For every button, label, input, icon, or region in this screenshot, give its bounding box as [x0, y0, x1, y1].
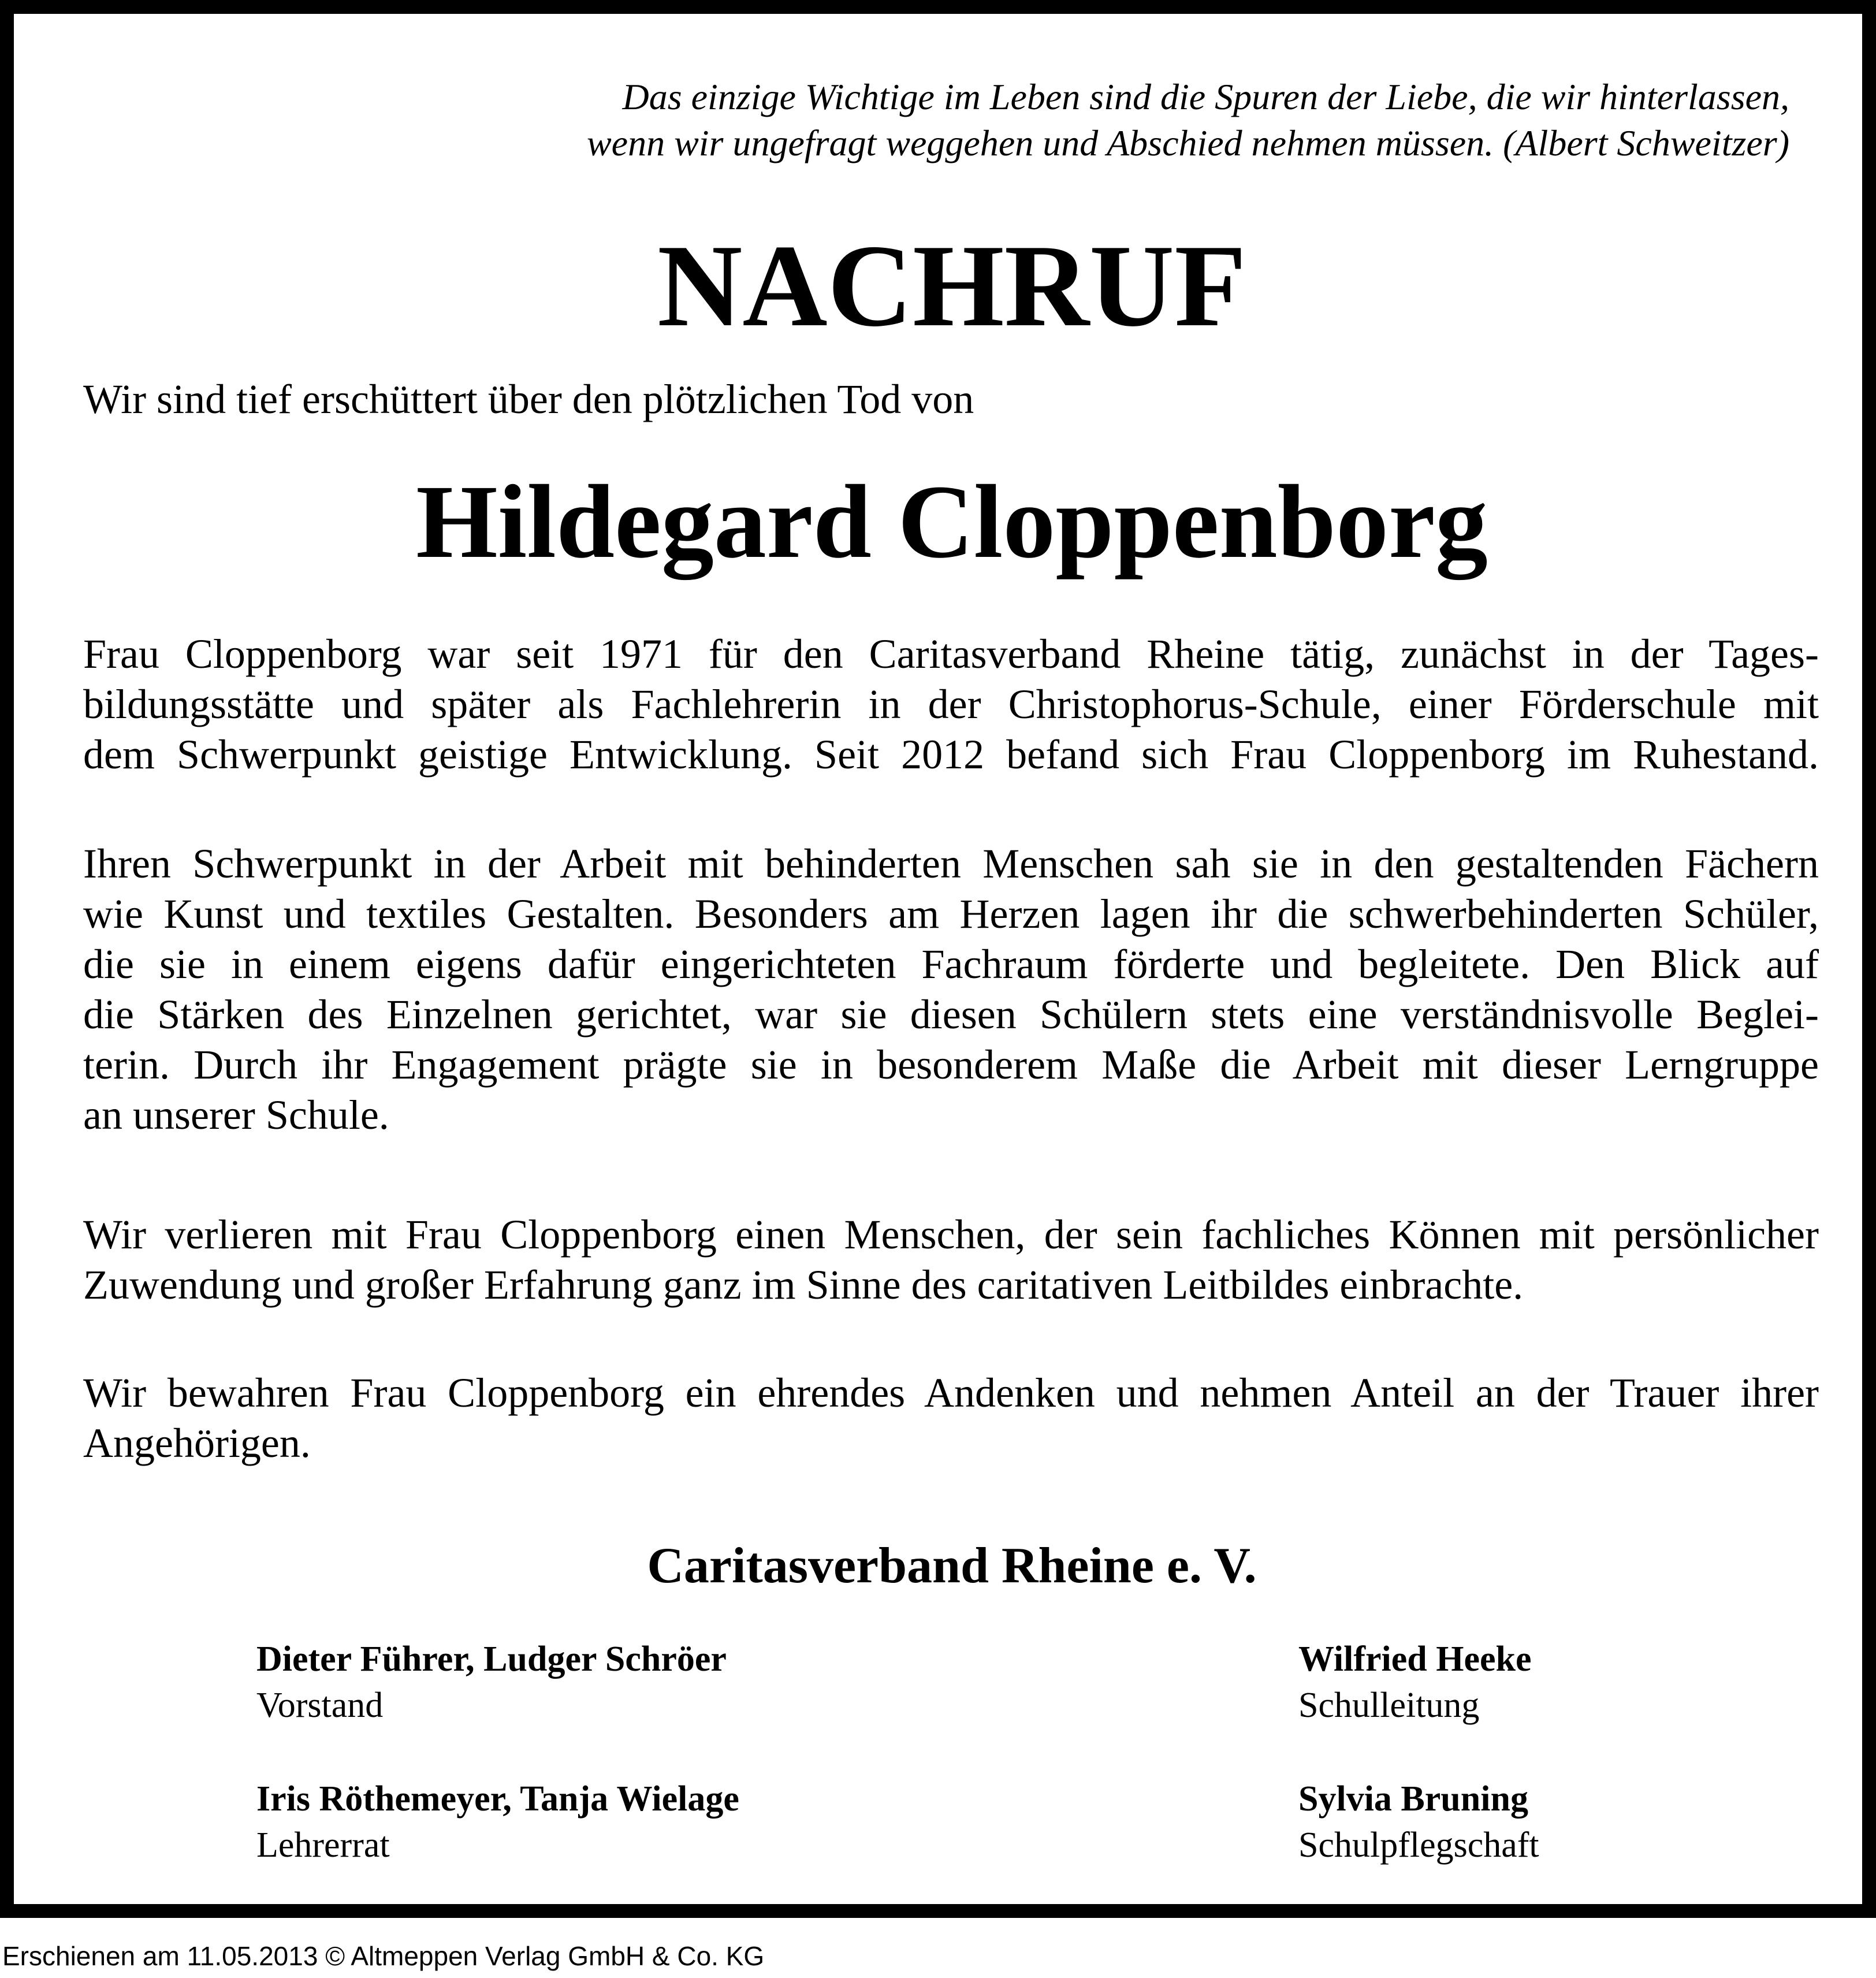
- signatory-names: Iris Röthemeyer, Tanja Wielage: [256, 1779, 739, 1819]
- epigraph-quote: [345, 74, 1789, 166]
- signatory-block: [1298, 1636, 1531, 1728]
- paragraph-line: an unserer Schule.: [83, 1092, 389, 1138]
- paragraph-line: bildungsstätte und später als Fachlehrerin in der Christophorus-Schule, einer Förderschule mit: [83, 681, 1819, 727]
- paragraph-line: Wir verlieren mit Frau Cloppenborg einen Menschen, der sein fachliches Können mit persönlicher: [83, 1211, 1819, 1258]
- signatory-block: [256, 1636, 727, 1728]
- organization-name: Caritasverband Rheine e. V.: [647, 1538, 1257, 1594]
- paragraph-line: die Stärken des Einzelnen gerichtet, war sie diesen Schülern stets eine verständnisvolle Beglei-: [83, 991, 1819, 1038]
- deceased-name: Hildegard Cloppenborg: [416, 464, 1488, 580]
- body-paragraph: [83, 1210, 1819, 1310]
- signatory-block: [256, 1776, 739, 1868]
- body-paragraph: [83, 1368, 1819, 1468]
- paragraph-line: Ihren Schwerpunkt in der Arbeit mit behinderten Menschen sah sie in den gestaltenden Fächern: [83, 841, 1819, 887]
- signatory-role: Vorstand: [256, 1686, 384, 1725]
- body-paragraph: [83, 629, 1819, 780]
- paragraph-line: die sie in einem eigens dafür eingerichteten Fachraum förderte und begleitete. Den Blick auf: [83, 941, 1819, 987]
- paragraph-line: Frau Cloppenborg war seit 1971 für den Caritasverband Rheine tätig, zunächst in der Tages-: [83, 631, 1819, 677]
- signatory-names: Sylvia Bruning: [1298, 1779, 1528, 1819]
- signatory-block: [1298, 1776, 1539, 1868]
- paragraph-line: dem Schwerpunkt geistige Entwicklung. Seit 2012 befand sich Frau Cloppenborg im Ruhestand.: [83, 731, 1819, 778]
- paragraph-line: Angehörigen.: [83, 1420, 311, 1466]
- paragraph-line: terin. Durch ihr Engagement prägte sie in besonderem Maße die Arbeit mit dieser Lerngruppe: [83, 1042, 1819, 1088]
- signatory-role: Schulleitung: [1298, 1686, 1480, 1725]
- quote-line: wenn wir ungefragt weggehen und Abschied nehmen müssen. (Albert Schweitzer): [586, 122, 1789, 163]
- signatory-role: Lehrerrat: [256, 1825, 390, 1865]
- signatory-role: Schulpflegschaft: [1298, 1825, 1539, 1865]
- paragraph-line: Zuwendung und großer Erfahrung ganz im Sinne des caritativen Leitbildes einbrachte.: [83, 1262, 1524, 1308]
- signatory-names: Dieter Führer, Ludger Schröer: [256, 1639, 727, 1679]
- intro-text: Wir sind tief erschüttert über den plötzlichen Tod von: [83, 376, 974, 422]
- paragraph-line: wie Kunst und textiles Gestalten. Besonders am Herzen lagen ihr die schwerbehinderten Schüler,: [83, 891, 1819, 937]
- obituary-title: NACHRUF: [657, 221, 1246, 351]
- body-paragraph: [83, 839, 1819, 1140]
- quote-line: Das einzige Wichtige im Leben sind die Spuren der Liebe, die wir hinterlassen,: [622, 76, 1789, 117]
- paragraph-line: Wir bewahren Frau Cloppenborg ein ehrendes Andenken und nehmen Anteil an der Trauer ihrer: [83, 1370, 1819, 1416]
- publication-footer: Erschienen am 11.05.2013 © Altmeppen Verlag GmbH & Co. KG: [2, 1941, 765, 1971]
- signatory-names: Wilfried Heeke: [1298, 1639, 1532, 1679]
